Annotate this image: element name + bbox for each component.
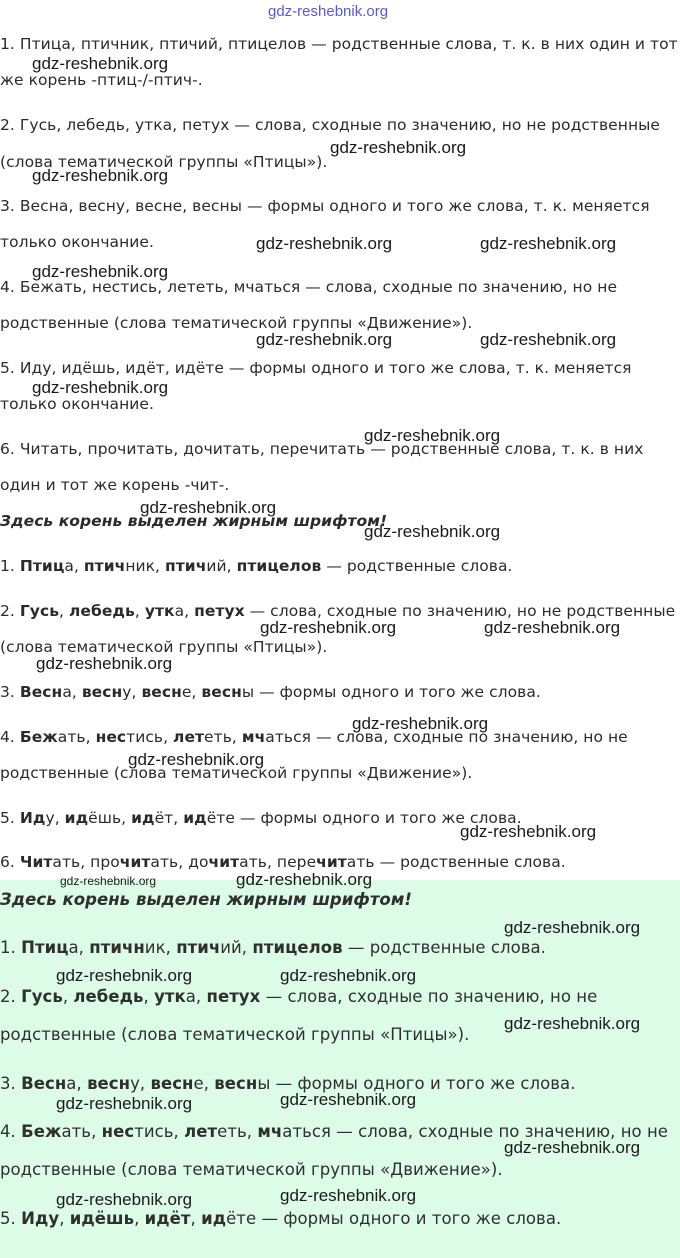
root-segment: весн (150, 1074, 194, 1093)
s3-heading: Здесь корень выделен жирным шрифтом! (0, 890, 412, 909)
root-segment: Птиц (19, 557, 65, 575)
watermark: gdz-reshebnik.org (140, 498, 277, 517)
text-segment: , (59, 1209, 70, 1228)
text-segment: ёшь, (88, 809, 132, 827)
root-segment: петух (194, 602, 245, 620)
text-segment: аться — слова, сходные по значению, но не (282, 1122, 669, 1141)
text-segment: ать, про (52, 853, 120, 871)
root-segment: нес (101, 1122, 135, 1141)
text-segment: 1. (0, 557, 20, 575)
text-segment: 2. (0, 602, 20, 620)
text-segment: а, (62, 683, 82, 701)
s1-item-3-line-1: 3. Весна, весну, весне, весны — формы одного и того же слова, т. к. меняется (0, 197, 650, 215)
s1-item-5-line-1: 5. Иду, идёшь, идёт, идёте — формы одного и того же слова, т. к. меняется (0, 359, 632, 377)
text-segment: е, (181, 683, 202, 701)
s1-item-4-line-2: родственные (слова тематической группы «Движение»). (0, 314, 473, 332)
text-segment: родственные (слова тематической группы «Птицы»). (0, 1025, 470, 1044)
watermark: gdz-reshebnik.org (56, 1190, 193, 1209)
text-segment: ик, (144, 938, 177, 957)
watermark: gdz-reshebnik.org (60, 874, 157, 888)
s3-line (0, 1209, 561, 1229)
s3-line (0, 987, 597, 1007)
text-segment: — родственные слова. (342, 938, 546, 957)
root-segment: птич (83, 557, 126, 575)
watermark: gdz-reshebnik.org (280, 1090, 417, 1109)
text-segment: , (62, 987, 74, 1006)
text-segment: еть, (217, 1122, 258, 1141)
root-segment: ид (201, 1209, 227, 1228)
watermark: gdz-reshebnik.org (504, 1014, 641, 1033)
root-segment: утк (144, 602, 175, 620)
root-segment: лет (184, 1122, 218, 1141)
text-segment: ать, (61, 1122, 102, 1141)
s1-item-4-line-1: 4. Бежать, нестись, лететь, мчаться — слова, сходные по значению, но не (0, 278, 618, 296)
s1-item-5-line-2: только окончание. (0, 395, 154, 413)
s3-line (0, 1025, 469, 1045)
watermark: gdz-reshebnik.org (32, 262, 169, 281)
watermark: gdz-reshebnik.org (36, 654, 173, 673)
root-segment: Иду (21, 1209, 60, 1228)
root-segment: Весн (19, 683, 63, 701)
text-segment: ать, пере (239, 853, 317, 871)
text-segment: ник, (125, 557, 165, 575)
root-segment: весн (87, 1074, 131, 1093)
text-segment: ий, (206, 557, 237, 575)
text-segment: ёте — формы одного и того же слова. (226, 1209, 562, 1228)
text-segment: 4. (0, 1122, 22, 1141)
text-segment: аться — слова, сходные по значению, но не (265, 728, 628, 746)
text-segment: (слова тематической группы «Птицы»). (0, 638, 328, 656)
watermark: gdz-reshebnik.org (236, 870, 373, 889)
root-segment: нес (95, 728, 127, 746)
text-segment: тись, (126, 728, 174, 746)
text-segment: ать — родственные слова. (346, 853, 566, 871)
watermark: gdz-reshebnik.org (32, 166, 169, 185)
root-segment: птицелов (236, 557, 322, 575)
text-segment: , (134, 1209, 145, 1228)
watermark: gdz-reshebnik.org (364, 426, 501, 445)
watermark: gdz-reshebnik.org (128, 750, 265, 769)
watermark: gdz-reshebnik.org (504, 1138, 641, 1157)
root-segment: мч (241, 728, 266, 746)
text-segment: а, (66, 1074, 88, 1093)
text-segment: , (190, 1209, 202, 1228)
text-segment: ы — формы одного и того же слова. (257, 1074, 576, 1093)
text-segment: 3. (0, 1074, 22, 1093)
watermark: gdz-reshebnik.org (480, 234, 617, 253)
text-segment: у, (45, 809, 65, 827)
text-segment: ёт, (154, 809, 184, 827)
text-segment: , (59, 602, 70, 620)
text-segment: а, (174, 602, 195, 620)
watermark: gdz-reshebnik.org (260, 618, 397, 637)
text-segment: родственные (слова тематической группы «Движение»). (0, 764, 473, 782)
watermark: gdz-reshebnik.org (56, 1094, 193, 1113)
watermark: gdz-reshebnik.org (480, 330, 617, 349)
root-segment: весн (214, 1074, 258, 1093)
text-segment: е, (193, 1074, 215, 1093)
watermark: gdz-reshebnik.org (32, 378, 169, 397)
text-segment: — слова, сходные по значению, но не родственные (244, 602, 676, 620)
root-segment: идёшь (69, 1209, 135, 1228)
root-segment: весн (201, 683, 242, 701)
text-segment: 3. (0, 683, 20, 701)
s3-line (0, 938, 546, 958)
s1-item-1-line-1: 1. Птица, птичник, птичий, птицелов — родственные слова, т. к. в них один и тот (0, 35, 678, 53)
root-segment: петух (206, 987, 261, 1006)
text-segment: еть, (204, 728, 242, 746)
s1-item-2-line-2: (слова тематической группы «Птицы»). (0, 153, 328, 171)
text-segment: у, (122, 683, 142, 701)
watermark: gdz-reshebnik.org (268, 3, 389, 20)
watermark: gdz-reshebnik.org (504, 918, 641, 937)
root-segment: лебедь (73, 987, 144, 1006)
root-segment: ид (183, 809, 207, 827)
text-segment: у, (130, 1074, 151, 1093)
root-segment: ид (64, 809, 89, 827)
root-segment: Чит (19, 853, 53, 871)
text-segment: , (143, 987, 155, 1006)
root-segment: Ид (19, 809, 46, 827)
s1-item-2-line-1: 2. Гусь, лебедь, утка, петух — слова, сходные по значению, но не родственные (0, 116, 661, 134)
text-segment: ёте — формы одного и того же слова. (206, 809, 522, 827)
text-segment: , (134, 602, 145, 620)
text-segment: 1. (0, 938, 22, 957)
root-segment: Весн (21, 1074, 67, 1093)
root-segment: весн (141, 683, 182, 701)
s2-line (0, 727, 628, 747)
text-segment: родственные (слова тематической группы «Движение»). (0, 1160, 503, 1179)
root-segment: птичн (89, 938, 145, 957)
watermark: gdz-reshebnik.org (32, 54, 169, 73)
s2-line (0, 808, 522, 828)
text-segment: ий, (220, 938, 253, 957)
root-segment: Беж (21, 1122, 62, 1141)
watermark: gdz-reshebnik.org (330, 138, 467, 157)
text-segment: ать, (57, 728, 96, 746)
text-segment: ать, до (150, 853, 209, 871)
s2-line (0, 852, 566, 872)
root-segment: Гусь (21, 987, 63, 1006)
watermark: gdz-reshebnik.org (256, 234, 393, 253)
root-segment: птицелов (252, 938, 343, 957)
root-segment: идёт (144, 1209, 191, 1228)
text-segment: а, (185, 987, 207, 1006)
root-segment: птич (176, 938, 221, 957)
text-segment: а, (68, 938, 90, 957)
root-segment: Птиц (21, 938, 69, 957)
watermark: gdz-reshebnik.org (460, 822, 597, 841)
root-segment: птич (165, 557, 207, 575)
root-segment: чит (316, 853, 347, 871)
text-segment: ы — формы одного и того же слова. (241, 683, 541, 701)
watermark: gdz-reshebnik.org (280, 966, 417, 985)
text-segment: — слова, сходные по значению, но не (260, 987, 598, 1006)
root-segment: лет (173, 728, 205, 746)
root-segment: весн (81, 683, 123, 701)
text-segment: 4. (0, 728, 20, 746)
watermark: gdz-reshebnik.org (352, 714, 489, 733)
root-segment: лебедь (69, 602, 135, 620)
root-segment: ид (131, 809, 155, 827)
s1-item-6-line-2: один и тот же корень -чит-. (0, 476, 230, 494)
watermark: gdz-reshebnik.org (280, 1186, 417, 1205)
s1-item-6-line-1: 6. Читать, прочитать, дочитать, перечитать — родственные слова, т. к. в них (0, 440, 644, 458)
s2-heading: Здесь корень выделен жирным шрифтом! (0, 512, 388, 530)
root-segment: чит (208, 853, 240, 871)
watermark: gdz-reshebnik.org (364, 522, 501, 541)
root-segment: Гусь (19, 602, 60, 620)
watermark: gdz-reshebnik.org (56, 966, 193, 985)
root-segment: Беж (19, 728, 58, 746)
text-segment: а, (64, 557, 84, 575)
text-segment: 5. (0, 1209, 22, 1228)
text-segment: 5. (0, 809, 20, 827)
text-segment: — родственные слова. (321, 557, 513, 575)
text-segment: тись, (134, 1122, 185, 1141)
s2-line (0, 556, 512, 576)
watermark: gdz-reshebnik.org (484, 618, 621, 637)
text-segment: 2. (0, 987, 22, 1006)
root-segment: утк (154, 987, 186, 1006)
s1-item-1-line-2: же корень -птиц-/-птич-. (0, 71, 203, 89)
watermark: gdz-reshebnik.org (256, 330, 393, 349)
s1-item-3-line-2: только окончание. (0, 233, 154, 251)
text-segment: 6. (0, 853, 20, 871)
s2-line (0, 682, 541, 702)
root-segment: чит (119, 853, 151, 871)
s3-line (0, 1160, 503, 1180)
root-segment: мч (257, 1122, 283, 1141)
